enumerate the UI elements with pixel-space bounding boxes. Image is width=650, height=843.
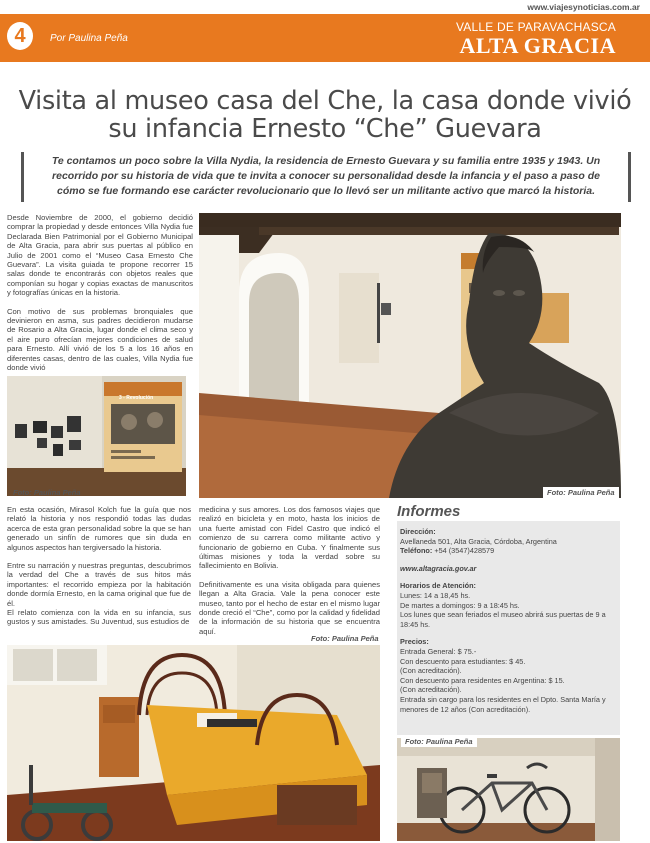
author-byline: Por Paulina Peña [50, 33, 128, 44]
col3-paragraph-2: Definitivamente es una visita obligada para quienes llegan a Alta Gracia. Vale la pena conocer este museo, tanto por el hecho de estar en el mismo lugar donde creció el “Che”, como por la calidad y fidelidad de la información de su historia que se encuentra aquí. [199, 579, 380, 636]
hours-2: De martes a domingos: 9 a 18:45 hs. [400, 600, 520, 610]
che-statue-photo [199, 213, 621, 498]
address-label: Dirección: [400, 527, 436, 536]
small-photo-caption: Foto: Paulina Peña [13, 488, 81, 497]
phone-value: +54 (3547)428579 [434, 546, 495, 556]
site-url[interactable]: www.viajesynoticias.com.ar [527, 2, 640, 12]
column-2-text [7, 505, 191, 636]
bicycle-photo [397, 738, 620, 841]
page-number: 4 [7, 22, 33, 50]
hours-3: Los lunes que sean feriados el museo abrirá sus puertas de 9 a 18:45 hs. [400, 610, 606, 629]
col3-paragraph-1: medicina y sus amores. Los dos famosos viajes que realizó en bicicleta y en moto, hasta los inicios de una fuerte amistad con Fidel Castro que indicó el comienzo de su carrera como militante activo y funcionario de gobierno en Cuba. Y finalmente sus últimas misiones y toda la verdad sobre su fallecimiento en Bolivia. [199, 505, 380, 571]
website-link[interactable]: www.altagracia.gov.ar [400, 563, 477, 573]
col2-paragraph-2: Entre su narración y nuestras preguntas, descubrimos la verdad del Che a través de sus hitos más importantes: el recorrido empieza por la habitación donde dormía Ernesto, en la cama original que fue de él. [7, 561, 191, 608]
prices-label: Precios: [400, 637, 429, 647]
info-title: Informes [397, 503, 461, 520]
phone-line [400, 546, 617, 556]
hours-1: Lunes: 14 a 18,45 hs. [400, 590, 471, 600]
statue-photo-caption: Foto: Paulina Peña [543, 487, 619, 498]
exhibit-label: 3 - Revolución [119, 395, 154, 401]
bed-photo-caption: Foto: Paulina Peña [311, 634, 379, 643]
price-1: Entrada General: $ 75.- [400, 646, 477, 656]
hours-label: Horarios de Atención: [400, 581, 476, 591]
col1-paragraph-2: Con motivo de sus problemas bronquiales que devinieron en asma, sus padres decidieron mudarse de Rosario a Alta Gracia, lugar donde el clima seco y el aire puro ofrecían mejores condiciones de salud para Ernesto. Allí vivió de los 5 a los 16 años en diferentes casas, dentro de las cuales, Villa Nydia fue donde vivió [7, 306, 193, 373]
col1-paragraph-1: Desde Noviembre de 2000, el gobierno decidió comprar la propiedad y desde entonces Villa Nydia fue Declarada Bien Patrimonial por el Gobierno Municipal de Alta Gracia, para abrir sus puertas al público en Julio de 2001 como el “Museo Casa Ernesto Che Guevara”. La visita guiada te propone recorrer 15 salas donde te encontrarás con objetos reales que componían su hogar y copias exactas de manuscritos y fotografías únicas en la historia. [7, 213, 193, 298]
address-value: Avellaneda 501, Alta Gracia, Córdoba, Argentina [400, 536, 557, 546]
col2-paragraph-3: El relato comienza con la vida en su infancia, sus gustos y sus amistades. Su Juventud, sus estudios de [7, 608, 191, 627]
info-box [397, 521, 620, 735]
museum-room-photo [7, 376, 186, 496]
price-4: Entrada sin cargo para los residentes en el Dpto. Santa María y menores de 12 años (Con acreditación). [400, 694, 606, 714]
price-3: Con descuento para residentes en Argentina: $ 15. [400, 675, 565, 685]
lead-paragraph: Te contamos un poco sobre la Villa Nydia, la residencia de Ernesto Guevara y su familia entre 1935 y 1943. Un recorrido por su historia de vida que te invita a conocer su personalidad desde la infancia y el paso a paso de cómo se fue formando ese carácter revolucionario que lo llevó ser un militante activo que marcó la historia. [21, 152, 631, 202]
title-line-2: su infancia Ernesto “Che” Guevara [108, 114, 542, 144]
col2-paragraph-1: En esta ocasión, Mirasol Kolch fue la guía que nos relató la historia y nos respondió todas las dudas acerca de esta gran personalidad sobre la que se han generado un sinfín de rumores que sin duda en algunos aspectos han tergiversado la historia. [7, 505, 191, 552]
title-line-1: Visita al museo casa del Che, la casa donde vivió [18, 86, 632, 116]
bike-photo-caption: Foto: Paulina Peña [401, 736, 477, 747]
column-3-text [199, 505, 380, 645]
city-label: ALTA GRACIA [459, 33, 616, 58]
region-label: VALLE DE PARAVACHASCA [455, 20, 616, 34]
phone-label: Teléfono: [400, 546, 433, 556]
column-1-text [7, 213, 193, 382]
price-2: Con descuento para estudiantes: $ 45. [400, 656, 526, 666]
price-2-note: (Con acreditación). [400, 666, 462, 676]
bedroom-photo [7, 645, 380, 841]
article-title [0, 87, 650, 143]
price-3-note: (Con acreditación). [400, 685, 462, 695]
